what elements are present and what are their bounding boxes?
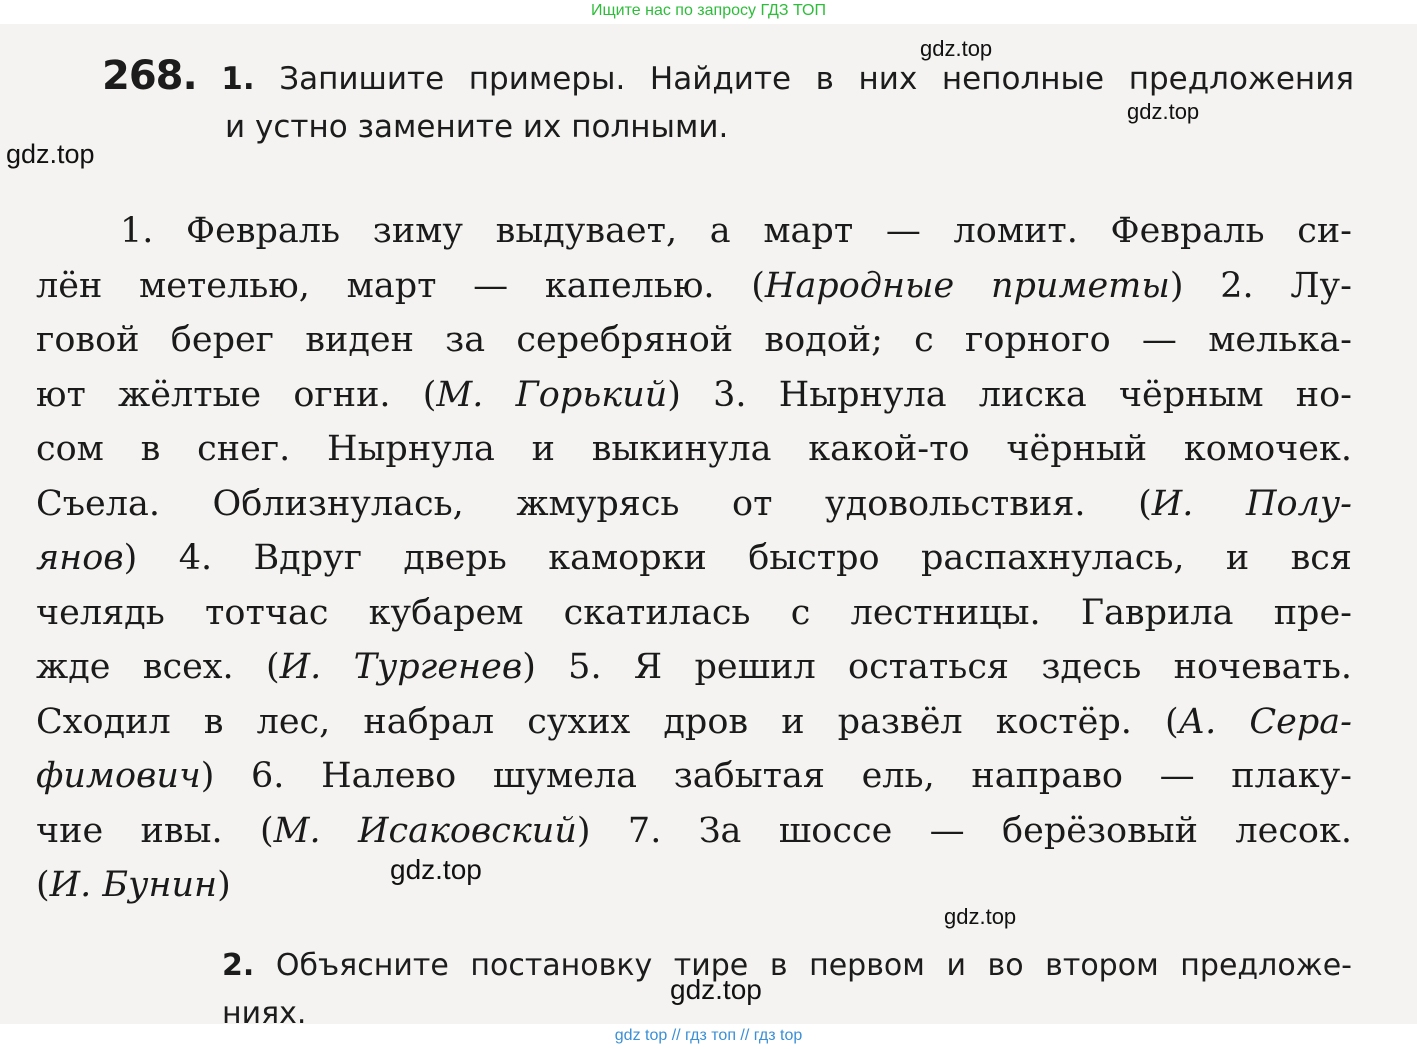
subtask-number: 2. (222, 948, 255, 983)
source-citation: А. Сера- (1178, 701, 1352, 742)
text-run: Съела. Облизнулась, жмурясь от удовольствия. ( (36, 483, 1152, 524)
text-run: ( (36, 865, 50, 905)
source-citation: М. Исаковский (273, 810, 577, 851)
text-line (36, 313, 1352, 368)
subtask-number: 1. (221, 61, 255, 97)
text-run: чие ивы. ( (36, 810, 274, 851)
exercise-number: 268. (102, 53, 197, 99)
text-run: ) 5. Я решил остаться здесь ночевать. (522, 647, 1353, 687)
watermark: gdz.top (920, 36, 993, 61)
task-text-1: Запишите примеры. Найдите в них неполные предложения (279, 61, 1354, 97)
text-run: сом в снег. Нырнула и выкинула какой-то чёрный комочек. (36, 429, 1352, 469)
task-text-2: и устно замените их полными. (225, 109, 729, 145)
text-run: ) 3. Нырнула лиска чёрным но- (667, 374, 1353, 415)
text-run: ) 4. Вдруг дверь каморки быстро распахнулась, и вся (123, 538, 1352, 578)
text-line (36, 204, 1352, 259)
source-citation: И. Полу- (1151, 483, 1352, 524)
textbook-page (0, 24, 1417, 1024)
examples-text (36, 204, 1352, 913)
text-run: ) 7. За шоссе — берёзовый лесок. (576, 810, 1352, 851)
source-citation: И. Бунин (49, 865, 218, 905)
text-line (36, 695, 1352, 750)
text-line (36, 804, 1352, 859)
task-heading-line-1 (102, 52, 1354, 103)
text-run: 1. Февраль зиму выдувает, а март — ломит. Февраль си- (120, 211, 1352, 251)
watermark: gdz.top (944, 904, 1017, 929)
text-run: челядь тотчас кубарем скатилась с лестницы. Гаврила пре- (36, 592, 1352, 633)
text-line (36, 422, 1352, 477)
text-run: ) (217, 865, 231, 905)
source-citation: янов (36, 538, 124, 578)
text-line (36, 640, 1352, 695)
text-run: ют жёлтые огни. ( (36, 374, 437, 415)
text-line (36, 531, 1352, 586)
text-line (36, 586, 1352, 641)
source-citation: И. Тургенев (279, 647, 523, 687)
source-citation: М. Горький (436, 374, 668, 415)
text-run: Сходил в лес, набрал сухих дров и развёл костёр. ( (36, 701, 1179, 742)
watermark: gdz.top (6, 139, 95, 169)
text-run: жде всех. ( (36, 647, 280, 687)
text-line (36, 259, 1352, 314)
task-2-line-1 (222, 942, 1352, 990)
top-banner[interactable]: Ищите нас по запросу ГДЗ ТОП (591, 2, 826, 19)
watermark: gdz.top (390, 854, 482, 885)
task-2-text-1: Объясните постановку тире в первом и во втором предложе- (275, 948, 1352, 983)
text-line (36, 477, 1352, 532)
text-run: лён метелью, март — капелью. ( (36, 265, 765, 306)
task-2-text-2: ниях. (222, 996, 307, 1024)
text-run: говой берег виден за серебряной водой; с горного — мелька- (36, 320, 1352, 360)
text-run: ) 6. Налево шумела забытая ель, направо — плаку- (200, 756, 1352, 796)
watermark: gdz.top (670, 974, 762, 1005)
text-line (36, 368, 1352, 423)
source-citation: фимович (36, 756, 201, 796)
watermark: gdz.top (1127, 99, 1200, 124)
task-2-line-2 (222, 990, 1352, 1024)
task-2 (222, 942, 1352, 1024)
bottom-banner[interactable]: gdz top // гдз топ // гдз top (614, 1027, 803, 1044)
text-run: ) 2. Лу- (1169, 265, 1352, 306)
source-citation: Народные приметы (764, 265, 1170, 306)
text-line (36, 858, 1352, 913)
text-line (36, 749, 1352, 804)
